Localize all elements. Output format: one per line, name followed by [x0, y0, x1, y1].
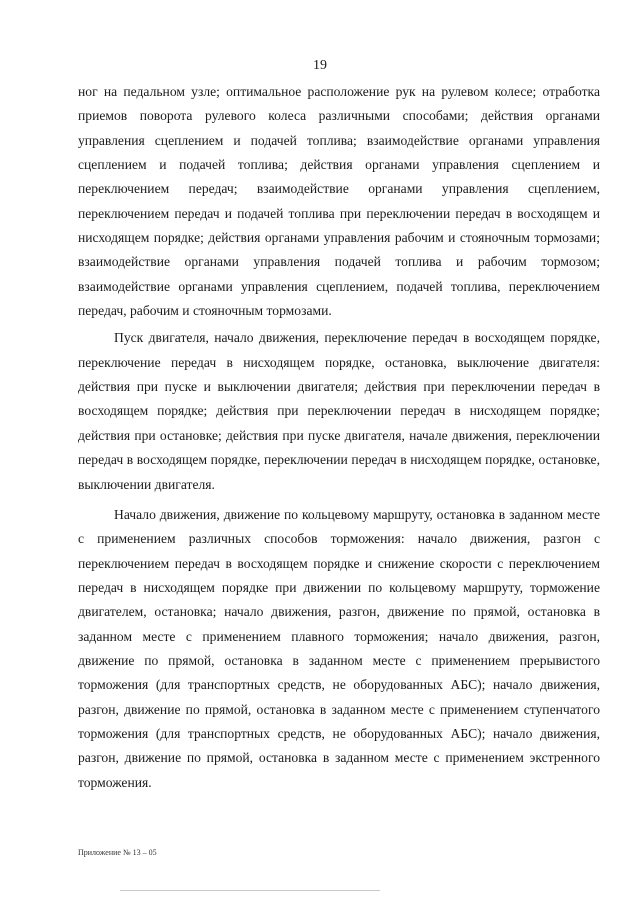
document-body [78, 80, 600, 795]
bottom-divider [120, 890, 380, 891]
page-number: 19 [313, 58, 327, 73]
paragraph-1: ног на педальном узле; оптимальное расположение рук на рулевом колесе; отработка приемов поворота рулевого колеса различными способами; действия органами управления сцеплением и подачей топлива; взаимодействие органами управления сцеплением и подачей топлива; действия органами управления сцеплением и переключением передач; взаимодействие органами управления сцеплением, переключением передач и подачей топлива при переключении передач в восходящем и нисходящем порядке; действия органами управления рабочим и стояночным тормозами; взаимодействие органами управления подачей топлива и рабочим тормозом; взаимодействие органами управления сцеплением, подачей топлива, переключением передач, рабочим и стояночным тормозами. [78, 84, 600, 319]
paragraph-3: Начало движения, движение по кольцевому маршруту, остановка в заданном месте с применением различных способов торможения: начало движения, разгон с переключением передач в восходящем порядке и снижение скорости с переключением передач в нисходящем порядке при движении по кольцевому маршруту, торможение двигателем, остановка; начало движения, разгон, движение по прямой, остановка в заданном месте с применением плавного торможения; начало движения, разгон, движение по прямой, остановка в заданном месте с применением прерывистого торможения (для транспортных средств, не оборудованных АБС); начало движения, разгон, движение по прямой, остановка в заданном месте с применением ступенчатого торможения (для транспортных средств, не оборудованных АБС); начало движения, разгон, движение по прямой, остановка в заданном месте с применением экстренного торможения. [78, 506, 600, 790]
footer-attachment-note: Приложение № 13 – 05 [78, 848, 157, 857]
paragraph-2: Пуск двигателя, начало движения, переключение передач в восходящем порядке, переключение передач в нисходящем порядке, остановка, выключение двигателя: действия при пуске и выключении двигателя; действия при переключении передач в восходящем порядке; действия при переключении передач в нисходящем порядке; действия при остановке; действия при пуске двигателя, начале движения, переключении передач в восходящем порядке, переключении передач в нисходящем порядке, остановке, выключении двигателя. [78, 330, 600, 492]
